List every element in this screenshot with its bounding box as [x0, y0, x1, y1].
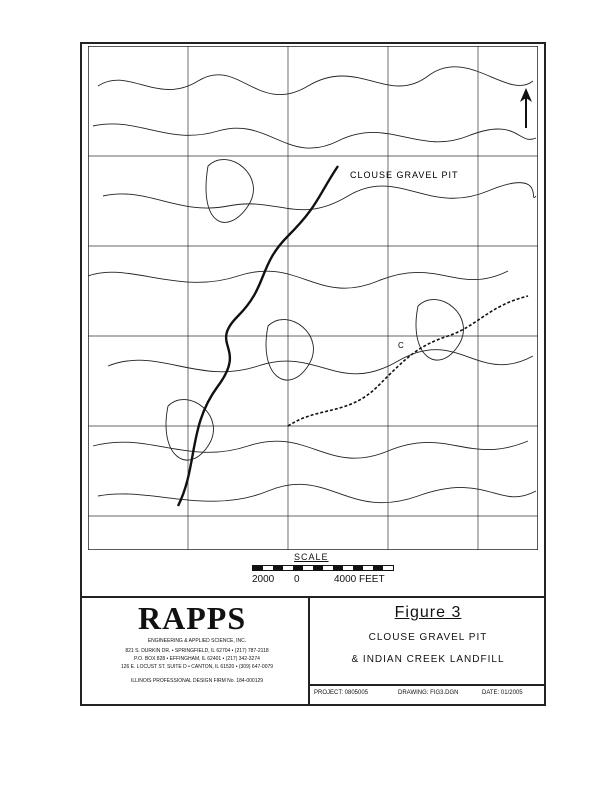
- figure-line-1: CLOUSE GRAVEL PIT: [368, 632, 488, 643]
- scale-bar: [252, 565, 394, 571]
- license-line: ILLINOIS PROFESSIONAL DESIGN FIRM No. 184-000129: [130, 678, 264, 684]
- figure-title: Figure 3: [394, 604, 462, 621]
- figure-block: [310, 598, 546, 706]
- scale-left-label: 2000: [252, 574, 275, 585]
- company-block: [80, 598, 310, 706]
- drawing-info-row: [310, 684, 546, 706]
- figure-line-2: & INDIAN CREEK LANDFILL: [351, 654, 505, 665]
- address-line-2: P.O. BOX 828 • EFFINGHAM, IL 62401 • (217) 342-3274: [134, 656, 260, 662]
- map-side-label: C: [398, 341, 404, 350]
- company-tagline: ENGINEERING & APPLIED SCIENCE, INC.: [147, 638, 247, 644]
- drawing-name: DRAWING: FIG3.DGN: [398, 690, 459, 696]
- address-line-3: 126 E. LOCUST ST. SUITE D • CANTON, IL 61520 • (309) 647-0079: [120, 664, 274, 670]
- scale-zero-label: 0: [294, 574, 300, 585]
- north-arrow-icon: [520, 88, 532, 128]
- scale-title: SCALE: [294, 552, 329, 562]
- title-block: [80, 596, 546, 706]
- clouse-label: CLOUSE GRAVEL PIT: [350, 170, 459, 180]
- project-number: PROJECT: 0805005: [314, 690, 369, 696]
- company-logo: RAPPS: [138, 600, 247, 636]
- topo-map-svg: [88, 46, 538, 550]
- address-line-1: 821 S. DURKIN DR. • SPRINGFIELD, IL 62704 • (217) 787-2118: [125, 648, 269, 654]
- map-scale: [246, 552, 406, 588]
- drawing-date: DATE: 01/2005: [482, 690, 523, 696]
- scale-right-label: 4000 FEET: [334, 574, 385, 585]
- topographic-map: [88, 46, 538, 550]
